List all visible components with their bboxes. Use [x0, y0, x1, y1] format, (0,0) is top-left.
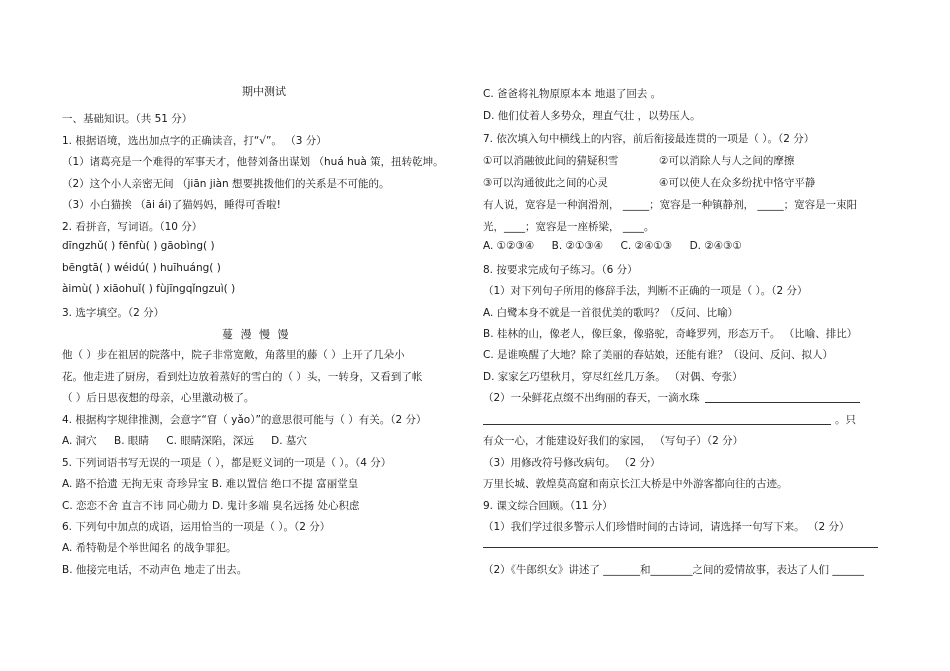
option-a: A. ①②③④	[483, 240, 535, 252]
fill-passage-line-1: 他（ ）步在祖居的院落中，院子非常宽敞，角落里的藤（ ）上开了几朵小	[62, 349, 405, 361]
question-6-option-b: B. 他接完电话，不动声色 地走了出去。	[62, 564, 248, 576]
question-8-option-d: D. 家家乞巧望秋月，穿尽红丝几万条。 （对偶、夸张）	[483, 371, 743, 383]
character-choices: 蔓 漫 慢 馒	[222, 328, 291, 341]
option-c: C. 眼睛深陷，深远	[166, 435, 254, 447]
option-b: B. 眼睛	[114, 435, 149, 447]
question-8-option-a: A. 白鹭本身不就是一首很优美的歌吗？（反问、比喻）	[483, 307, 739, 319]
question-8-part-2: （2）一朵鲜花点缀不出绚丽的春天，一滴水珠	[483, 392, 700, 404]
fill-passage-line-2: 花。他走进了厨房，看到灶边放着蒸好的雪白的（ ）头，一转身，又看到了帐	[62, 371, 423, 383]
question-8-part-3: （3）用修改符号修改病句。 （2 分）	[483, 457, 661, 469]
question-4: 4. 根据构字规律推测，会意字“窅（ yǎo）”的意思很可能与（ ）有关。（2 分）	[62, 414, 427, 426]
option-a: A. 洞穴	[62, 435, 97, 447]
question-3: 3. 选字填空。（2 分）	[62, 307, 165, 319]
question-1-item-1: （1）诸葛亮是一个难得的军事天才，他替刘备出谋划 （huá huà 策，扭转乾坤。	[62, 156, 444, 168]
question-4-options	[62, 433, 321, 448]
question-2: 2. 看拼音，写词语。（10 分）	[62, 221, 203, 233]
question-5-options-ab: A. 路不拾遗 无拘无束 奇珍异宝 B. 难以置信 绝口不提 富丽堂皇	[62, 478, 359, 490]
option-b: B. ②①③④	[551, 240, 604, 252]
pinyin-row-3: àimù( ) xiāohuǐ( ) fùjīngqǐngzuì( )	[62, 283, 236, 295]
question-8-part-2-tail: 。只	[835, 414, 856, 426]
option-d: D. ②④③①	[689, 240, 742, 252]
question-7-clause-4: ④可以使人在众多纷扰中恪守平静	[659, 177, 816, 189]
answer-line	[705, 402, 860, 403]
question-1: 1. 根据语境，选出加点字的正确读音，打“√”。 （3 分）	[62, 135, 327, 147]
question-7-clause-2: ②可以消除人与人之间的摩擦	[659, 155, 795, 167]
question-1-item-3: （3）小白猫挨 （āi ái)了猫妈妈，睡得可香啦!	[62, 199, 281, 211]
question-7-passage-line-1: 有人说，宽容是一种润滑剂， _____；宽容是一种镇静剂， _____；宽容是一束阳	[483, 199, 858, 211]
option-d: D. 墓穴	[271, 435, 307, 447]
fill-passage-line-3: （ ）后日思夜想的母亲，心里激动极了。	[62, 392, 255, 404]
question-5-options-cd: C. 恋恋不舍 直言不讳 同心勋力 D. 鬼计多端 臭名远扬 处心积虑	[62, 500, 360, 512]
question-8-part-1: （1）对下列句子所用的修辞手法，判断不正确的一项是（ ）。（2 分）	[483, 285, 808, 297]
question-7-passage-line-2: 光，____；宽容是一座桥梁， ____。	[483, 221, 655, 233]
answer-line	[483, 547, 878, 548]
question-9: 9. 课文综合回顾。（11 分）	[483, 500, 613, 512]
question-8-part-2-continued: 有众一心，才能建设好我们的家园， （写句子）（2 分）	[483, 435, 744, 447]
pinyin-row-1: dīngzhǔ( ) fēnfù( ) gāobìng( )	[62, 240, 215, 252]
question-1-item-2: （2）这个小人亲密无间 （jiān jiàn 想要挑拨他们的关系是不可能的。	[62, 178, 390, 190]
question-8-option-b: B. 桂林的山，像老人，像巨象，像骆驼，奇峰罗列，形态万千。 （比喻、排比）	[483, 328, 858, 340]
page-title: 期中测试	[242, 85, 286, 98]
question-6-option-d: D. 他们仗着人多势众，理直气壮 ，以势压人。	[483, 110, 701, 122]
option-c: C. ②④①③	[620, 240, 673, 252]
question-6-option-c: C. 爸爸将礼物原原本本 地退了回去 。	[483, 88, 662, 100]
pinyin-row-2: bēngtā( ) wéidú( ) huīhuáng( )	[62, 262, 221, 274]
question-5: 5. 下列词语书写无误的一项是（ ），都是贬义词的一项是（ ）。（4 分）	[62, 457, 392, 469]
answer-line	[483, 424, 831, 425]
question-8: 8. 按要求完成句子练习。（6 分）	[483, 264, 638, 276]
question-7-options	[483, 240, 756, 252]
question-6-option-a: A. 希特勒是个举世闻名 的战争罪犯。	[62, 542, 237, 554]
question-7-clause-1: ①可以消融彼此间的猜疑积雪	[483, 155, 619, 167]
question-9-part-2: （2）《牛郎织女》讲述了 _______和________之间的爱情故事，表达了人们 ______	[483, 564, 864, 576]
question-7: 7. 依次填入句中横线上的内容，前后衔接最连贯的一项是（ ）。（2 分）	[483, 133, 815, 145]
question-6: 6. 下列句中加点的成语，运用恰当的一项是（ ）。（2 分）	[62, 521, 331, 533]
question-8-option-c: C. 是谁唤醒了大地？除了美丽的春姑娘，还能有谁？（设问、反问、拟人）	[483, 349, 834, 361]
section-heading: 一、基础知识。（共 51 分）	[62, 113, 193, 125]
sentence-to-correct: 万里长城、敦煌莫高窟和南京长江大桥是中外游客都向往的古迹。	[483, 478, 788, 490]
question-9-part-1: （1）我们学过很多警示人们珍惜时间的古诗词，请选择一句写下来。 （2 分）	[483, 521, 850, 533]
question-7-clause-3: ③可以沟通彼此之间的心灵	[483, 177, 608, 189]
